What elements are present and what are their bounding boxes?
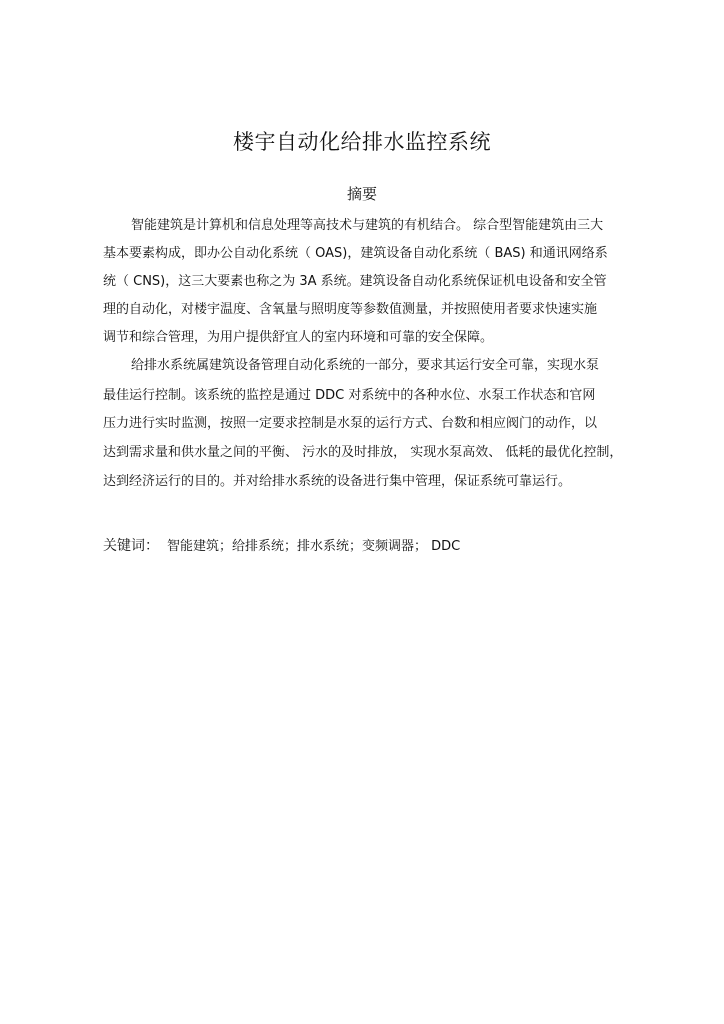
paragraph-2-line-2: 最佳运行控制。该系统的监控是通过 DDC 对系统中的各种水位、水泵工作状态和官网 <box>103 388 596 403</box>
paragraph-1-line-2: 基本要素构成，即办公自动化系统（ OAS)，建筑设备自动化系统（ BAS) 和通讯网络系 <box>103 246 608 261</box>
paragraph-1-line-3: 统（ CNS)，这三大要素也称之为 3A 系统。建筑设备自动化系统保证机电设备和安全管 <box>103 274 607 289</box>
paragraph-2-line-3: 压力进行实时监测，按照一定要求控制是水泵的运行方式、台数和相应阀门的动作，以 <box>103 416 598 431</box>
paragraph-1-line-5: 调节和综合管理，为用户提供舒宜人的室内环境和可靠的安全保障。 <box>103 330 494 345</box>
keywords-label: 关键词： <box>103 538 159 554</box>
paragraph-2-line-5: 达到经济运行的目的。并对给排水系统的设备进行集中管理，保证系统可靠运行。 <box>103 474 572 489</box>
paragraph-1-line-1: 智能建筑是计算机和信息处理等高技术与建筑的有机结合。 综合型智能建筑由三大 <box>131 218 604 233</box>
document-title: 楼宇自动化给排水监控系统 <box>233 130 491 154</box>
keywords-text: 智能建筑；给排系统；排水系统；变频调器； DDC <box>167 539 461 554</box>
paragraph-2-line-1: 给排水系统属建筑设备管理自动化系统的一部分，要求其运行安全可靠，实现水泵 <box>131 358 600 373</box>
paragraph-1-line-4: 理的自动化，对楼宇温度、含氧量与照明度等参数值测量，并按照使用者要求快速实施 <box>103 302 598 317</box>
keywords-line <box>103 537 460 556</box>
paragraph-2-line-4: 达到需求量和供水量之间的平衡、 污水的及时排放， 实现水泵高效、 低耗的最优化控制， <box>103 445 623 460</box>
abstract-heading: 摘要 <box>346 185 377 203</box>
